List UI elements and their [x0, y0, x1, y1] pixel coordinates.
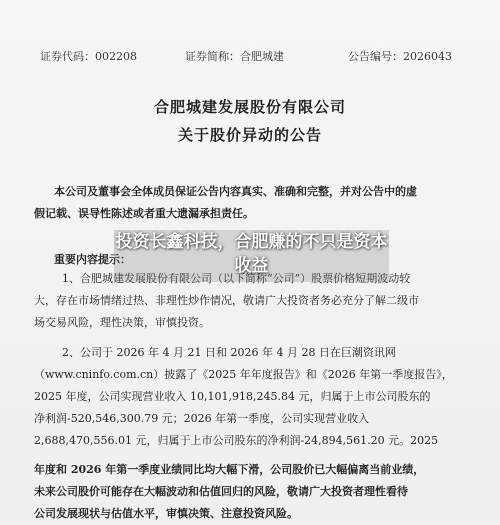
paragraph-line: 2025 年度，公司实现营业收入 10,101,918,245.84 元，归属于上市公司股东的 [34, 390, 431, 403]
paragraph-line: （www.cninfo.com.cn）披露了《2025 年年度报告》和《2026 年第一季度报告》， [34, 368, 453, 381]
paragraph-line: 2,688,470,556.01 元，归属于上市公司股东的净利润-24,894,561.20 元。2025 [34, 434, 439, 447]
company-name: 合肥城建发展股份有限公司 [153, 98, 346, 116]
statement-line: 本公司及董事会全体成员保证公告内容真实、准确和完整，并对公告中的虚 [54, 185, 417, 198]
overlay-headline-line: 收益 [234, 256, 269, 276]
announcement-title: 关于股价异动的公告 [177, 126, 322, 144]
paragraph-line: 未来公司股价可能存在大幅波动和估值回归的风险，敬请广大投资者理性看待 [34, 485, 408, 498]
paragraph-2 [34, 342, 476, 452]
stock-code: 证券代码：002208 [40, 50, 137, 63]
statement-line: 假记载、误导性陈述或者重大遗漏承担责任。 [34, 207, 254, 220]
board-statement [34, 181, 476, 225]
paragraph-line: 1、合肥城建发展股份有限公司（以下简称“公司”）股票价格短期波动较 [62, 272, 411, 285]
overlay-headline [114, 230, 389, 282]
overlay-headline-line: 投资长鑫科技，合肥赚的不只是资本 [115, 232, 388, 252]
paragraph-line: 场交易风险，理性决策，审慎投资。 [34, 316, 210, 329]
stock-short-name: 证券简称：合肥城建 [185, 50, 284, 63]
paragraph-line: 公司发展现状与估值水平，审慎决策、注意投资风险。 [34, 507, 298, 520]
paragraph-line: 2、公司于 2026 年 4 月 21 日和 2026 年 4 月 28 日在巨潮资讯网 [62, 346, 396, 359]
risk-warning-paragraph [34, 459, 476, 525]
paragraph-line: 年度和 2026 年第一季度业绩同比均大幅下滑，公司股价已大幅偏离当前业绩， [34, 463, 425, 476]
paragraph-line: 大，存在市场情绪过热、非理性炒作情况，敬请广大投资者务必充分了解二级市 [34, 294, 419, 307]
header-meta [40, 48, 460, 64]
alert-heading-text: 重要内容提示： [54, 253, 131, 266]
notice-number: 公告编号：2026043 [348, 50, 452, 63]
paragraph-line: 净利润-520,546,300.79 元；2026 年第一季度，公司实现营业收入 [34, 412, 370, 425]
